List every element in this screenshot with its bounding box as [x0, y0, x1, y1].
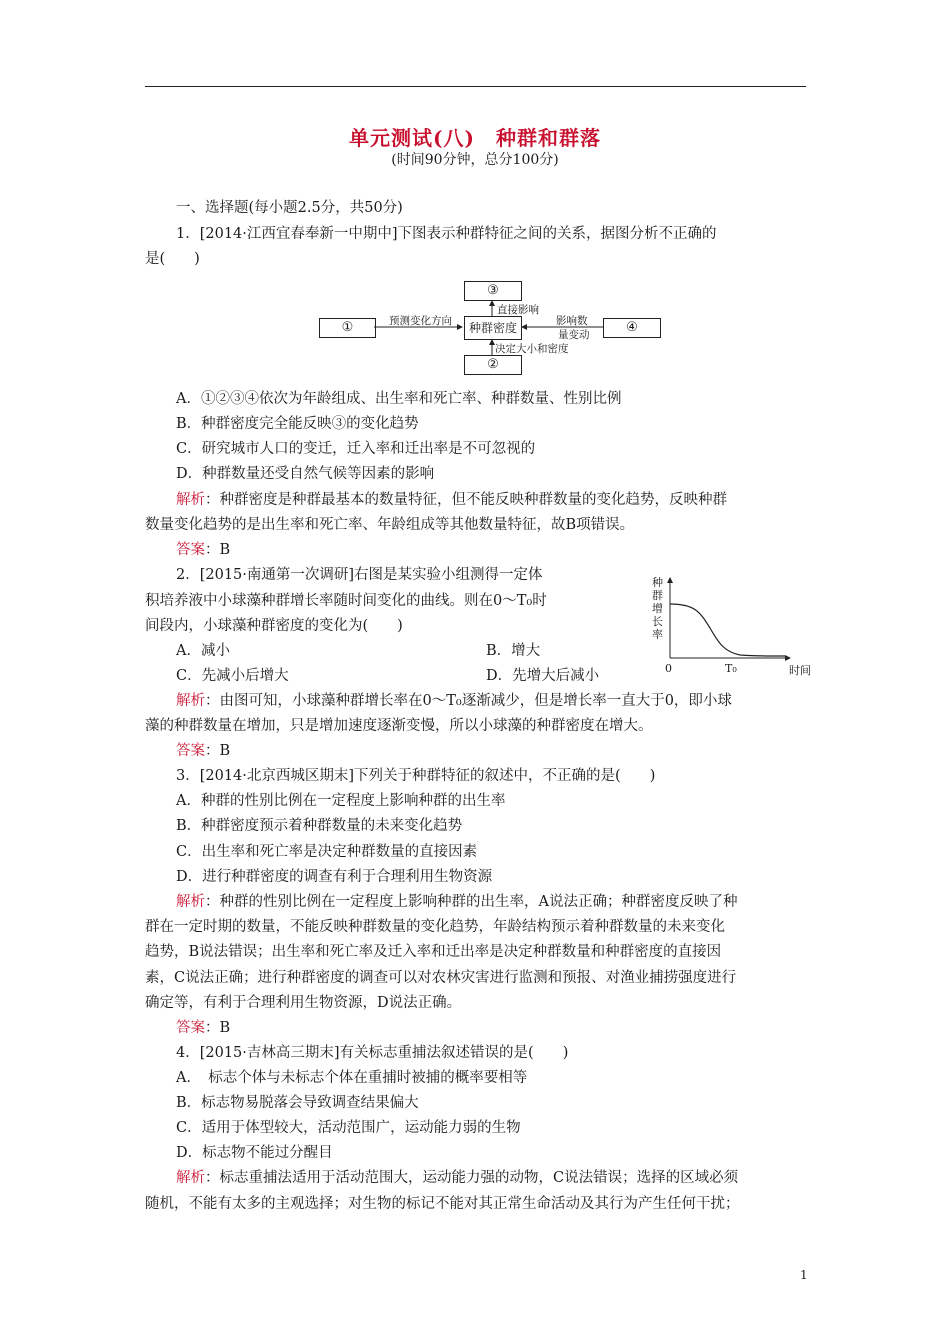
answer-label: 答案 [176, 743, 205, 759]
q2-stem-line1: 2．[2015·南通第一次调研]右图是某实验小组测得一定体 [176, 567, 543, 583]
q3-option-c: C．出生率和死亡率是决定种群数量的直接因素 [176, 844, 478, 860]
q3-analysis-line4: 素，C说法正确；进行种群密度的调查可以对农林灾害进行监测和预报、对渔业捕捞强度进行 [145, 970, 737, 986]
label-determine: 决定大小和密度 [495, 343, 569, 355]
answer-label: 答案 [176, 542, 205, 558]
q3-answer: 答案：B [176, 1020, 231, 1036]
label-affect-2: 量变动 [558, 329, 590, 341]
diagram-box-4: ④ [603, 318, 661, 338]
q2-option-a: A．减小 [176, 643, 230, 659]
q2-option-d: D．先增大后减小 [486, 668, 600, 684]
chart-x-label: 时间 [789, 664, 811, 677]
diagram-center-box: 种群密度 [464, 316, 522, 340]
q2-option-b: B．增大 [486, 643, 541, 659]
label-affect-1: 影响数 [556, 315, 588, 327]
q4-analysis-line2: 随机，不能有太多的主观选择；对生物的标记不能对其正常生命活动及其行为产生任何干扰； [145, 1196, 740, 1212]
chart-origin-label: 0 [665, 662, 672, 675]
q3-stem: 3．[2014·北京西城区期末]下列关于种群特征的叙述中，不正确的是( ) [176, 768, 656, 784]
page-number: 1 [800, 1268, 808, 1282]
q4-option-b: B．标志物易脱落会导致调查结果偏大 [176, 1095, 419, 1111]
q4-option-a: A． 标志个体与未标志个体在重捕时被捕的概率要相等 [176, 1070, 528, 1086]
chart-y-label: 种 群 增 长 率 [652, 576, 663, 641]
diagram-arrows [0, 0, 950, 400]
q1-option-c: C．研究城市人口的变迁，迁入率和迁出率是不可忽视的 [176, 441, 536, 457]
q3-analysis-line3: 趋势，B说法错误；出生率和死亡率及迁入率和迁出率是决定种群数量和种群密度的直接因 [145, 944, 722, 960]
q1-answer: 答案：B [176, 542, 231, 558]
q3-option-d: D．进行种群密度的调查有利于合理利用生物资源 [176, 869, 493, 885]
q1-stem-line2: 是( ) [145, 251, 200, 267]
q2-answer: 答案：B [176, 743, 231, 759]
q3-option-a: A．种群的性别比例在一定程度上影响种群的出生率 [176, 793, 506, 809]
answer-label: 答案 [176, 1020, 205, 1036]
q3-option-b: B．种群密度预示着种群数量的未来变化趋势 [176, 818, 463, 834]
growth-curve [670, 604, 785, 656]
q2-stem-line3: 间段内，小球藻种群密度的变化为( ) [145, 618, 403, 634]
section-heading: 一、选择题(每小题2.5分，共50分) [176, 200, 403, 216]
label-direct-effect: 直接影响 [497, 304, 539, 316]
diagram-box-2: ② [464, 355, 522, 375]
q1-analysis-line1: 解析：种群密度是种群最基本的数量特征，但不能反映种群数量的变化趋势，反映种群 [176, 492, 727, 508]
q1-option-a: A．①②③④依次为年龄组成、出生率和死亡率、种群数量、性别比例 [176, 391, 622, 407]
q2-stem-line2: 积培养液中小球藻种群增长率随时间变化的曲线。则在0～T₀时 [145, 593, 547, 609]
chart-t0-label: T₀ [725, 662, 737, 675]
page-subtitle: (时间90分钟，总分100分) [391, 152, 559, 168]
q4-option-d: D．标志物不能过分醒目 [176, 1145, 333, 1161]
diagram-box-1: ① [319, 318, 376, 338]
diagram-box-3: ③ [464, 281, 522, 301]
q4-stem: 4．[2015·吉林高三期末]有关标志重捕法叙述错误的是( ) [176, 1045, 569, 1061]
q1-analysis-line2: 数量变化趋势的是出生率和死亡率、年龄组成等其他数量特征，故B项错误。 [145, 517, 635, 533]
q1-option-b: B．种群密度完全能反映③的变化趋势 [176, 416, 419, 432]
q1-stem-line1: 1．[2014·江西宜春奉新一中期中]下图表示种群特征之间的关系，据图分析不正确的 [176, 226, 717, 242]
q3-analysis-line5: 确定等，有利于合理利用生物资源，D说法正确。 [145, 995, 462, 1011]
q3-analysis-line2: 群在一定时期的数量，不能反映种群数量的变化趋势，年龄结构预示着种群数量的未来变化 [145, 919, 725, 935]
analysis-label: 解析 [176, 894, 205, 910]
q3-analysis-line1: 解析：种群的性别比例在一定程度上影响种群的出生率，A说法正确；种群密度反映了种 [176, 894, 738, 910]
analysis-label: 解析 [176, 492, 205, 508]
q1-option-d: D．种群数量还受自然气候等因素的影响 [176, 466, 435, 482]
page-title: 单元测试(八) 种群和群落 [349, 126, 601, 150]
q4-option-c: C．适用于体型较大，活动范围广，运动能力弱的生物 [176, 1120, 521, 1136]
label-predict: 预测变化方向 [389, 315, 452, 327]
analysis-label: 解析 [176, 693, 205, 709]
analysis-label: 解析 [176, 1170, 205, 1186]
q2-option-c: C．先减小后增大 [176, 668, 289, 684]
q2-analysis-line1: 解析：由图可知，小球藻种群增长率在0～T₀逐渐减少，但是增长率一直大于0，即小球 [176, 693, 732, 709]
q4-analysis-line1: 解析：标志重捕法适用于活动范围大，运动能力强的动物，C说法错误；选择的区域必须 [176, 1170, 739, 1186]
q2-analysis-line2: 藻的种群数量在增加，只是增加速度逐渐变慢，所以小球藻的种群密度在增大。 [145, 718, 653, 734]
